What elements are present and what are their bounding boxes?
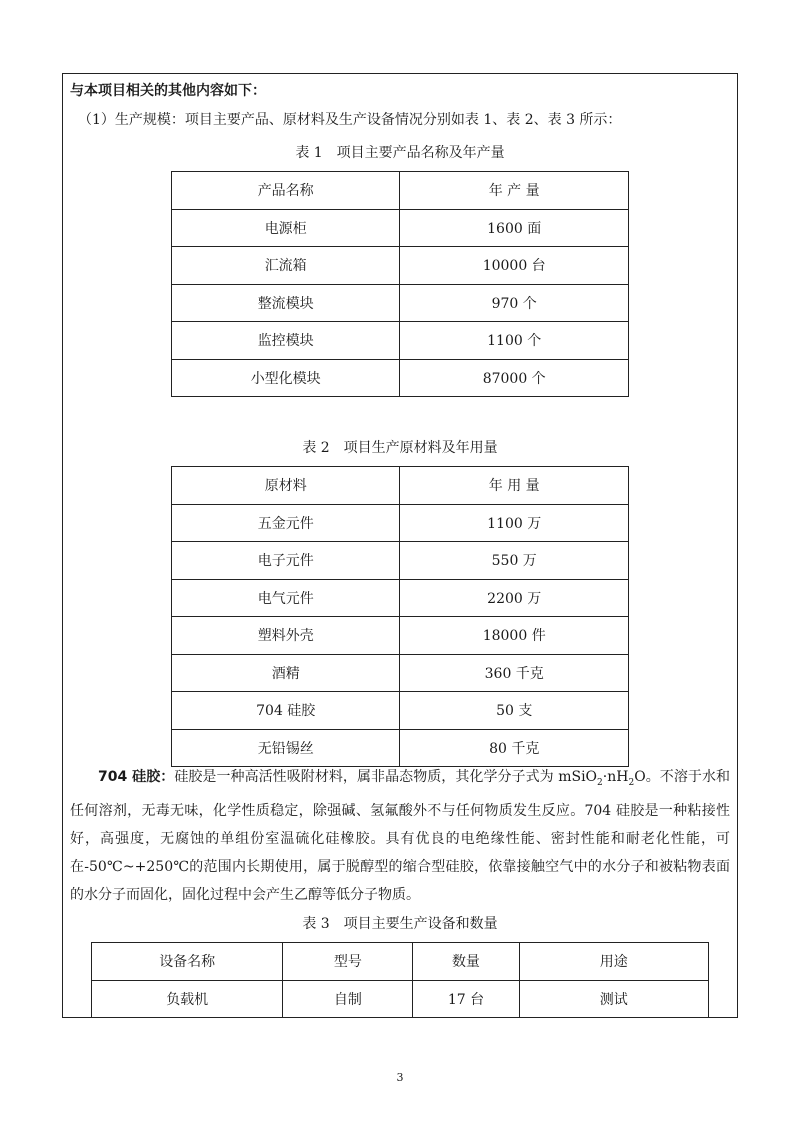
table-row — [92, 980, 709, 1018]
table-cell: 1100 万 — [400, 504, 629, 542]
table-cell: 无铅锡丝 — [172, 729, 400, 767]
table-cell: 704 硅胶 — [172, 692, 400, 730]
table-header-row — [172, 172, 629, 210]
table-row — [172, 729, 629, 767]
table-header-cell: 数量 — [413, 943, 519, 981]
table-header-cell: 年 产 量 — [400, 172, 629, 210]
table-row — [172, 654, 629, 692]
table-row — [172, 504, 629, 542]
table-header-row — [92, 943, 709, 981]
silica-text-b: O。不溶于水和任何溶剂，无毒无味，化学性质稳定，除强碱、氢氟酸外不与任何物质发生反应。704 硅胶是一种粘接性好，高强度，无腐蚀的单组份室温硫化硅橡胶。具有优良的电绝缘性能、密封性能和耐老化性能，可在-50℃~+250℃的范围内长期使用，属于脱醇型的缩合型硅胶，依靠接触空气中的水分子和被粘物表面的水分子而固化，固化过程中会产生乙醇等低分子物质。 — [70, 769, 730, 903]
table-cell: 87000 个 — [400, 359, 629, 397]
table-row — [172, 247, 629, 285]
table-header-cell: 产品名称 — [172, 172, 400, 210]
table-cell: 小型化模块 — [172, 359, 400, 397]
page-number: 3 — [396, 1071, 404, 1084]
section-heading: 与本项目相关的其他内容如下： — [70, 83, 266, 99]
formula-subscript: 2 — [628, 777, 635, 788]
silica-term: 704 硅胶： — [98, 769, 175, 785]
table-cell: 酒精 — [172, 654, 400, 692]
table-header-row — [172, 467, 629, 505]
intro-line: （1）生产规模：项目主要产品、原材料及生产设备情况分别如表 1、表 2、表 3 所示： — [78, 112, 622, 128]
table-cell: 970 个 — [400, 284, 629, 322]
table-cell: 80 千克 — [400, 729, 629, 767]
products-table — [171, 171, 629, 397]
table3-caption: 表 3 项目主要生产设备和数量 — [302, 916, 498, 932]
silica-text-a: 硅胶是一种高活性吸附材料，属非晶态物质，其化学分子式为 mSiO — [174, 769, 598, 785]
table-row — [172, 359, 629, 397]
table2-caption: 表 2 项目生产原材料及年用量 — [302, 440, 498, 456]
table-row — [172, 579, 629, 617]
table-cell: 10000 台 — [400, 247, 629, 285]
table-cell: 自制 — [283, 980, 413, 1018]
formula-middle: ·nH — [602, 769, 629, 785]
table-cell: 1100 个 — [400, 322, 629, 360]
table-cell: 塑料外壳 — [172, 617, 400, 655]
table-row — [172, 284, 629, 322]
table-header-cell: 设备名称 — [92, 943, 283, 981]
table-row — [172, 322, 629, 360]
table-cell: 17 台 — [413, 980, 519, 1018]
table-header-cell: 原材料 — [172, 467, 400, 505]
equipment-table — [91, 942, 709, 1018]
table-header-cell: 型号 — [283, 943, 413, 981]
table-header-cell: 用途 — [519, 943, 708, 981]
table-cell: 五金元件 — [172, 504, 400, 542]
table-cell: 50 支 — [400, 692, 629, 730]
table-cell: 汇流箱 — [172, 247, 400, 285]
table-row — [172, 209, 629, 247]
table-row — [172, 692, 629, 730]
table-cell: 1600 面 — [400, 209, 629, 247]
table-cell: 监控模块 — [172, 322, 400, 360]
table-cell: 整流模块 — [172, 284, 400, 322]
table-cell: 电子元件 — [172, 542, 400, 580]
table-cell: 360 千克 — [400, 654, 629, 692]
table-cell: 负载机 — [92, 980, 283, 1018]
table-row — [172, 617, 629, 655]
silica-description — [70, 763, 730, 909]
table-cell: 2200 万 — [400, 579, 629, 617]
materials-table — [171, 466, 629, 767]
table-row — [172, 542, 629, 580]
table-header-cell: 年 用 量 — [400, 467, 629, 505]
formula-subscript: 2 — [597, 777, 603, 788]
table-cell: 550 万 — [400, 542, 629, 580]
table-cell: 电源柜 — [172, 209, 400, 247]
table-cell: 测试 — [519, 980, 708, 1018]
table1-caption: 表 1 项目主要产品名称及年产量 — [295, 145, 505, 161]
table-cell: 电气元件 — [172, 579, 400, 617]
table-cell: 18000 件 — [400, 617, 629, 655]
